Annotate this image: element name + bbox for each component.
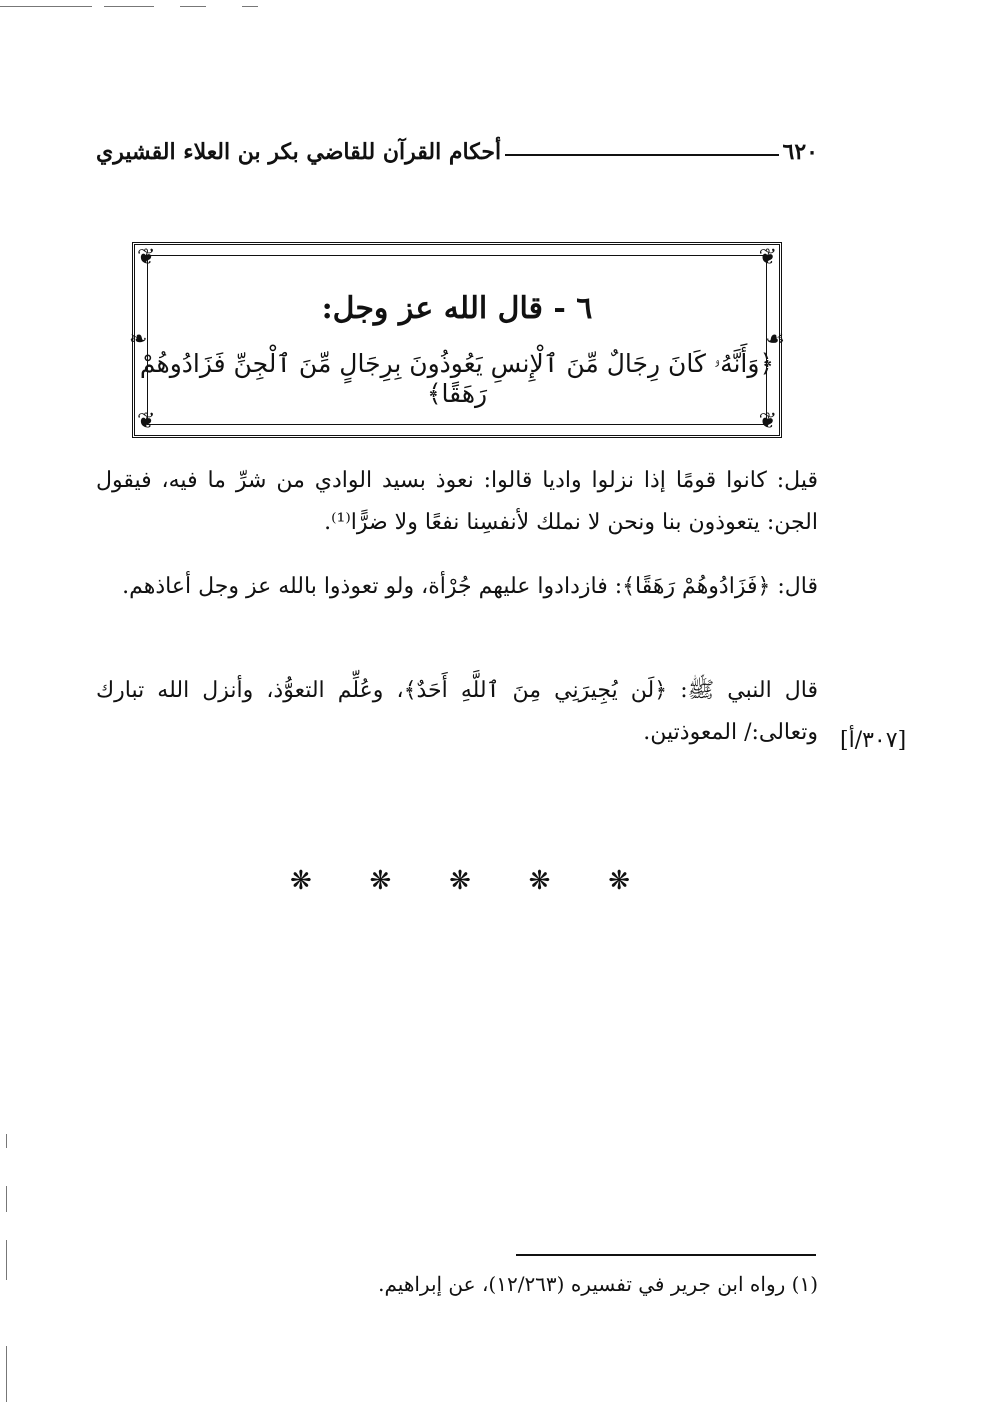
asterism-icon: ❋: [449, 866, 471, 896]
corner-ornament-icon: ❦: [758, 245, 777, 270]
running-header: [96, 130, 818, 174]
asterism-icon: ❋: [290, 866, 312, 896]
scan-mark: [242, 6, 258, 7]
side-ornament-icon: ❧: [129, 327, 148, 352]
scan-mark: [104, 6, 154, 7]
section-heading: ٦ - قال الله عز وجل:: [321, 291, 593, 326]
page-number: ٦٢٠: [782, 139, 818, 165]
quran-verse: ﴿وَأَنَّهُۥ كَانَ رِجَالٌ مِّنَ ٱلْإِنسِ يَعُوذُونَ بِرِجَالٍ مِّنَ ٱلْجِنِّ فَزَادُوهُمْ رَهَقًا﴾: [139, 349, 775, 408]
paragraph: قيل: كانوا قومًا إذا نزلوا واديا قالوا: نعوذ بسيد الوادي من شرِّ ما فيه، فيقول الجن: يتعوذون بنا ونحن لا نملك لأنفسِنا نفعًا ولا ضرًّا⁽¹⁾.: [96, 468, 818, 535]
asterism-icon: ❋: [608, 866, 630, 896]
footnote: (١) رواه ابن جرير في تفسيره (١٢/٢٦٣)، عن إبراهيم.: [378, 1272, 818, 1296]
scan-mark: [6, 1134, 7, 1148]
scan-mark: [180, 6, 206, 7]
corner-ornament-icon: ❦: [758, 409, 777, 434]
scan-mark: [6, 1186, 7, 1212]
section-separator: [290, 866, 630, 896]
scan-mark: [6, 1346, 7, 1402]
asterism-icon: ❋: [528, 866, 551, 896]
margin-folio-reference: [٣٠٧/أ]: [840, 728, 907, 753]
paragraph: قال النبي ﷺ: ﴿لَن يُجِيرَنِي مِنَ ٱللَّهِ أَحَدٌ﴾، وعُلِّم التعوُّذ، وأنزل الله تبارك وتعالى:/ المعوذتين.: [96, 678, 818, 745]
scan-mark: [0, 6, 92, 7]
side-ornament-icon: ☙: [765, 327, 785, 352]
asterism-icon: ❋: [369, 866, 392, 896]
footnote-rule: [516, 1254, 816, 1256]
corner-ornament-icon: ❦: [137, 409, 156, 434]
header-rule: [505, 154, 778, 156]
paragraph: قال: ﴿فَزَادُوهُمْ رَهَقًا﴾: فازدادوا عليهم جُرْأة، ولو تعوذوا بالله عز وجل أعاذهم.: [122, 574, 818, 599]
ornamental-frame: [129, 242, 785, 438]
corner-ornament-icon: ❦: [137, 245, 156, 270]
book-title: أحكام القرآن للقاضي بكر بن العلاء القشيري: [96, 139, 502, 165]
scan-mark: [6, 1240, 7, 1280]
